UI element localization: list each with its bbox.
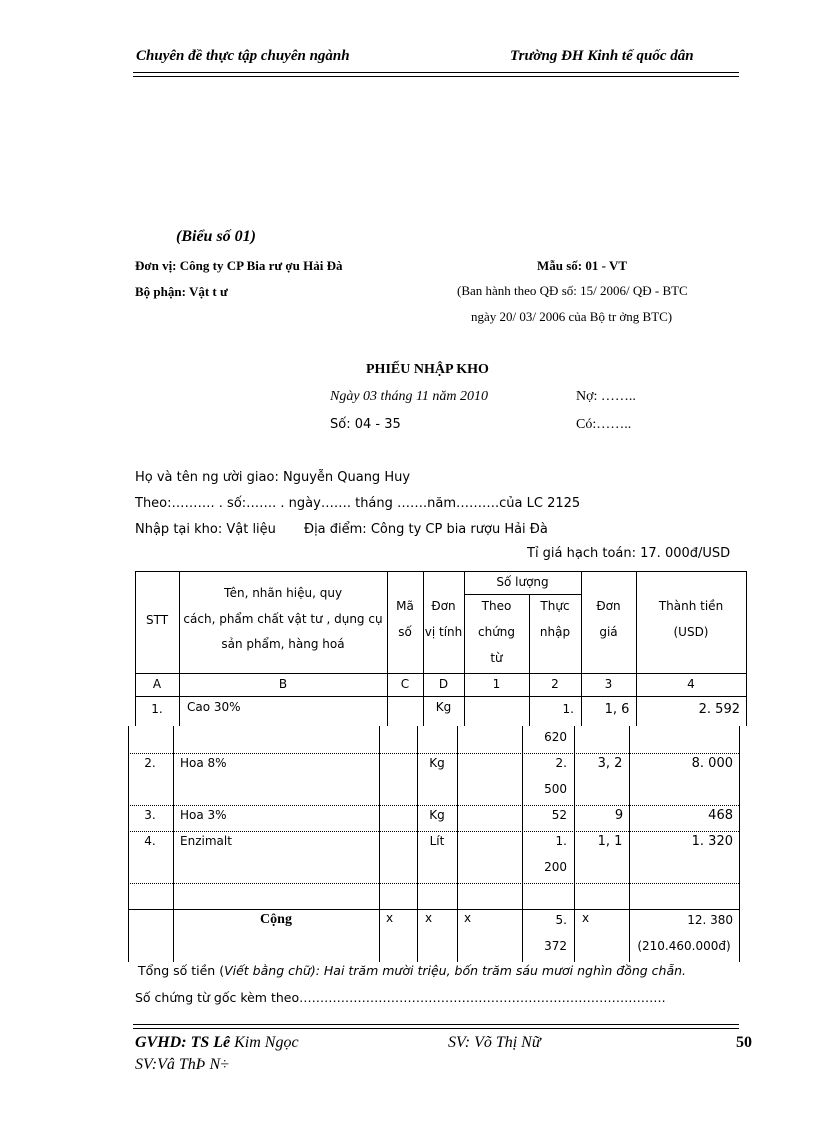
row-name: Hoa 3% — [180, 808, 227, 822]
page-number: 50 — [736, 1034, 752, 1051]
col-theo-ct-header-2: chứng — [477, 625, 516, 639]
col-line — [379, 726, 380, 962]
row-stt: 3. — [144, 808, 156, 822]
gvhd-name: TS Lê — [190, 1034, 231, 1051]
so-chung-tu: Số chứng từ gốc kèm theo……………………………………………………………………………. — [135, 990, 666, 1005]
row-amount: 2. 592 — [698, 702, 740, 717]
code-cell: B — [278, 677, 288, 691]
row-unit: Lít — [429, 834, 445, 848]
row-amount: 1. 320 — [691, 834, 733, 849]
so-phieu: Số: 04 - 35 — [330, 417, 401, 432]
row-qty-1: 1. — [555, 834, 567, 848]
footer-sv2: SV:Vâ ThÞ N÷ — [135, 1056, 229, 1073]
col-thuc-nhap-header-2: nhập — [539, 625, 571, 639]
tong-so-tien-note: Viết bằng chữ — [224, 963, 311, 978]
col-theo-ct-header-1: Theo — [481, 599, 512, 613]
col-line — [739, 726, 740, 962]
code-cell: 4 — [687, 677, 695, 691]
nguoi-giao: Họ và tên ng ười giao: Nguyễn Quang Huy — [135, 470, 411, 485]
total-price: x — [582, 911, 590, 925]
col-dvt-header-2: vị tính — [424, 625, 463, 639]
tong-so-tien-value: ): Hai trăm mười triệu, bốn trăm sáu mươi nghìn đồng chẵn. — [310, 963, 687, 978]
col-thuc-nhap-header-1: Thực — [540, 599, 570, 613]
total-qty-1: 5. — [555, 913, 567, 927]
footer-gvhd — [135, 1034, 299, 1052]
gvhd-rest: Kim Ngọc — [234, 1034, 299, 1051]
code-cell: A — [152, 677, 162, 691]
mau-so: Mẫu số: 01 - VT — [537, 258, 628, 273]
table-top-line — [135, 571, 746, 572]
col-line — [457, 726, 458, 962]
row-stt: 2. — [144, 756, 156, 770]
col-name-header-3: sản phẩm, hàng hoá — [221, 637, 345, 651]
ti-gia: Tỉ giá hạch toán: 17. 000đ/USD — [527, 546, 731, 561]
total-amount: 12. 380 — [687, 913, 733, 927]
code-cell: C — [400, 677, 410, 691]
row-stt: 4. — [144, 834, 156, 848]
total-dvt: x — [425, 911, 433, 925]
total-ma: x — [386, 911, 394, 925]
footer-sv: SV: Võ Thị Nữ — [448, 1034, 541, 1051]
ban-hanh-2: ngày 20/ 03/ 2006 của Bộ tr ởng BTC) — [471, 309, 673, 324]
col-name-header-2: cách, phẩm chất vật tư , dụng cụ — [183, 612, 383, 626]
row-amount: 468 — [708, 808, 733, 823]
row-qty-2: 620 — [544, 730, 567, 744]
total-qty-2: 372 — [544, 939, 567, 953]
col-name-header-1: Tên, nhãn hiệu, quy — [223, 586, 343, 600]
total-theo-ct: x — [464, 911, 472, 925]
col-don-gia-header-2: giá — [599, 625, 618, 639]
col-theo-ct-header-3: từ — [490, 651, 503, 665]
row-price: 3, 2 — [597, 756, 623, 771]
don-vi: Đơn vị: Công ty CP Bia rư ợu Hải Đà — [135, 258, 343, 273]
col-so-luong-header: Số lượng — [496, 575, 549, 589]
row-amount: 8. 000 — [691, 756, 733, 771]
code-cell: D — [438, 677, 449, 691]
co-account: Có:…….. — [576, 417, 632, 432]
page-title: PHIẾU NHẬP KHO — [366, 362, 489, 377]
date: Ngày 03 tháng 11 năm 2010 — [330, 389, 489, 404]
col-ma-header-2: số — [398, 625, 412, 639]
row-stt: 1. — [151, 702, 163, 716]
header-rule-1 — [133, 72, 739, 73]
col-stt-header: STT — [145, 613, 169, 627]
row-qty-1: 52 — [551, 808, 567, 822]
row-unit: Kg — [435, 700, 452, 714]
row-price: 1, 1 — [597, 834, 623, 849]
dia-diem: Địa điểm: Công ty CP bia rượu Hải Đà — [304, 522, 548, 537]
ban-hanh-1: (Ban hành theo QĐ số: 15/ 2006/ QĐ - BTC — [457, 283, 688, 298]
row-price: 1, 6 — [604, 702, 630, 717]
bo-phan: Bộ phận: Vật t ư — [135, 284, 228, 299]
row-qty-1: 1. — [562, 702, 574, 716]
code-cell: 1 — [492, 677, 501, 691]
gvhd-label: GVHD: — [135, 1034, 187, 1051]
header-rule-2 — [133, 76, 739, 77]
row-name: Enzimalt — [180, 834, 232, 848]
row-separator — [128, 883, 739, 884]
bieu-so: (Biểu số 01) — [176, 228, 256, 245]
row-qty-1: 2. — [555, 756, 567, 770]
tong-so-tien — [138, 963, 686, 978]
no-account: Nợ: …….. — [576, 389, 636, 404]
col-dvt-header-1: Đơn — [431, 599, 456, 613]
header-right: Trường ĐH Kinh tế quốc dân — [510, 48, 694, 64]
total-amount-vnd: (210.460.000đ) — [637, 939, 731, 953]
footer-rule-1 — [133, 1024, 739, 1025]
row-name: Hoa 8% — [180, 756, 227, 770]
total-label: Cộng — [260, 912, 292, 927]
col-line — [746, 571, 747, 726]
row-price: 9 — [614, 808, 624, 823]
row-unit: Kg — [429, 808, 445, 822]
header-left: Chuyên đề thực tập chuyên ngành — [136, 48, 350, 64]
row-qty-2: 500 — [544, 782, 567, 796]
col-ma-header-1: Mã — [396, 599, 414, 613]
code-cell: 2 — [551, 677, 559, 691]
col-thanh-tien-header-2: (USD) — [673, 625, 709, 639]
col-thanh-tien-header-1: Thành tiền — [658, 599, 724, 613]
footer-rule-2 — [133, 1028, 739, 1029]
row-name: Cao 30% — [187, 700, 241, 714]
nhap-tai-kho: Nhập tại kho: Vật liệu — [135, 522, 276, 537]
col-don-gia-header-1: Đơn — [596, 599, 621, 613]
row-unit: Kg — [429, 756, 445, 770]
tong-so-tien-label: Tổng số tiền ( — [138, 963, 225, 978]
code-cell: 3 — [604, 677, 613, 691]
row-qty-2: 200 — [544, 860, 567, 874]
theo: Theo:………. . số:……. . ngày……. tháng …….năm……….của LC 2125 — [135, 496, 581, 511]
